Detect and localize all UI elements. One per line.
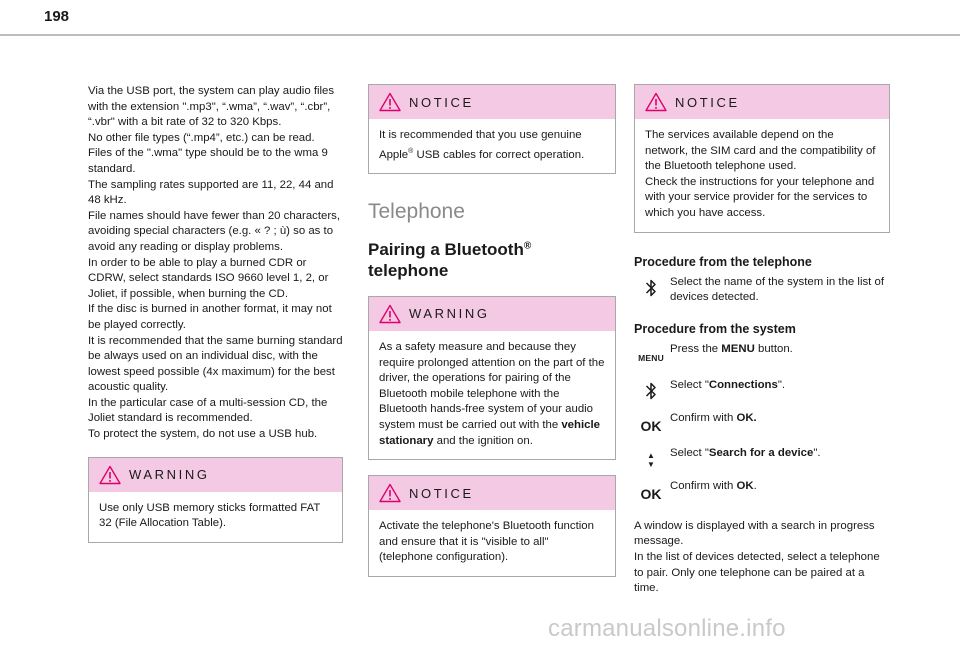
procedure-step — [634, 411, 890, 437]
paragraph: The services available depend on the network, the SIM card and the compatibility of the Bluetooth telephone used. — [645, 129, 876, 173]
subtitle-pairing — [368, 239, 616, 281]
paragraph: Files of the ".wma" type should be to the wma 9 standard. — [88, 147, 328, 175]
ok-label: OK — [640, 485, 662, 502]
notice-title: NOTICE — [409, 485, 474, 501]
registered-mark: ® — [523, 240, 532, 252]
warning-box-header — [89, 458, 342, 492]
step-text-part: Confirm with — [670, 479, 737, 492]
watermark: carmanualsonline.info — [548, 615, 786, 642]
column-1 — [88, 84, 343, 543]
step-text — [668, 378, 785, 394]
section-title-telephone: Telephone — [368, 199, 465, 223]
step-text: Select the name of the system in the list of devices detected. — [670, 275, 884, 304]
ok-button-icon — [634, 411, 668, 437]
notice-title: NOTICE — [409, 94, 474, 110]
step-text — [668, 411, 757, 427]
procedure-system-title: Procedure from the system — [634, 321, 796, 336]
usb-info-text — [88, 84, 343, 443]
subtitle-part: Pairing a Bluetooth — [368, 239, 524, 259]
bluetooth-icon — [634, 378, 668, 404]
paragraph: To protect the system, do not use a USB hub. — [88, 428, 318, 441]
procedure-step — [634, 378, 890, 404]
warning-triangle-icon — [379, 92, 401, 112]
warning-text-bold: vehicle stationary — [379, 418, 600, 447]
ok-button-icon — [634, 479, 668, 505]
notice-box-header — [369, 476, 615, 510]
up-down-arrows-icon — [634, 446, 668, 472]
notice-title: NOTICE — [675, 94, 740, 110]
warning-triangle-icon — [99, 465, 121, 485]
notice-text — [635, 119, 889, 232]
notice-box-header — [369, 85, 615, 119]
paragraph: It is recommended that the same burning standard be always used on an individual disc, with the lowest speed possible (4x maximum) for the best acoustic quality. — [88, 334, 343, 394]
paragraph: No other file types (“.mp4”, etc.) can be read. — [88, 131, 315, 144]
warning-text: Use only USB memory sticks formatted FAT 32 (File Allocation Table). — [99, 501, 321, 530]
warning-triangle-icon — [379, 483, 401, 503]
final-instructions — [634, 519, 890, 597]
warning-text — [369, 331, 615, 459]
header-rule — [0, 34, 960, 36]
step-text — [668, 446, 821, 462]
bluetooth-icon — [634, 275, 668, 301]
paragraph: In the list of devices detected, select a telephone to pair. Only one telephone can be paired at a time. — [634, 550, 880, 595]
step-text-part: Press the — [670, 342, 722, 355]
step-text-part: Select " — [670, 378, 709, 391]
step-text — [668, 342, 793, 358]
ok-label: OK — [640, 417, 662, 434]
warning-title: WARNING — [409, 306, 490, 322]
procedure-step — [634, 479, 890, 505]
step-text-bold: Search for a device — [708, 446, 814, 459]
warning-box-header — [369, 297, 615, 331]
arrow-down-icon: ▼ — [647, 459, 655, 469]
menu-label: MENU — [638, 353, 664, 364]
procedure-step — [634, 342, 890, 368]
step-text-part: button. — [754, 342, 793, 355]
menu-button-icon — [634, 342, 668, 368]
paragraph: In order to be able to play a burned CDR or CDRW, select standards ISO 9660 level 1, 2, or Joliet, if possible, when burning the CD. — [88, 256, 329, 300]
arrows-glyph — [647, 451, 655, 469]
step-text-bold: MENU — [721, 342, 755, 355]
paragraph: A window is displayed with a search in progress message. — [634, 519, 875, 548]
paragraph: The sampling rates supported are 11, 22, 44 and 48 kHz. — [88, 178, 334, 207]
warning-text-part: As a safety measure and because they require prolonged attention on the part of the driver, the operations for pairing of the Bluetooth mobile telephone with the Bluetooth hands-free system of your audio system must be carried out with the — [379, 340, 605, 431]
step-text-part: . — [753, 479, 757, 492]
procedure-phone-title: Procedure from the telephone — [634, 254, 812, 269]
paragraph: Check the instructions for your telephone and with your service provider for the services to which you have access. — [645, 175, 875, 219]
notice-box-header — [635, 85, 889, 119]
notice-text — [369, 119, 615, 173]
step-text-part: ". — [777, 378, 786, 391]
notice-box-bluetooth — [368, 475, 616, 577]
step-text-part: Select " — [670, 446, 709, 459]
step-text-bold: OK — [736, 479, 754, 492]
column-3 — [634, 84, 890, 597]
step-text-part: Confirm with — [670, 411, 737, 424]
step-text-bold: Connections — [708, 378, 778, 391]
procedure-step — [634, 446, 890, 472]
paragraph: File names should have fewer than 20 characters, avoiding special characters (e.g. « ? ; ù) so as to avoid any reading or display problems. — [88, 209, 340, 253]
column-2 — [368, 84, 616, 577]
warning-text-part: and the ignition on. — [433, 434, 533, 447]
step-text-part: ". — [813, 446, 821, 459]
procedure-step — [634, 275, 890, 306]
notice-text-part: USB cables for correct operation. — [413, 148, 585, 161]
warning-box-usb — [88, 457, 343, 543]
paragraph: If the disc is burned in another format, it may not be played correctly. — [88, 303, 332, 331]
registered-mark: ® — [408, 147, 414, 155]
notice-box-apple — [368, 84, 616, 174]
paragraph: Via the USB port, the system can play audio files with the extension ".mp3", “.wma”, “.wav”, “.cbr”, “.vbr" with a bit rate of 32 to 320 Kbps. — [88, 85, 335, 129]
step-text — [668, 479, 757, 495]
paragraph: In the particular case of a multi-session CD, the Joliet standard is recommended. — [88, 396, 328, 425]
notice-box-services — [634, 84, 890, 233]
step-text-bold: OK. — [736, 411, 757, 424]
notice-text-part: It is recommended that you use genuine Apple — [379, 129, 582, 161]
notice-text: Activate the telephone's Bluetooth function and ensure that it is "visible to all" (telephone configuration). — [379, 520, 594, 564]
warning-title: WARNING — [129, 467, 210, 483]
warning-triangle-icon — [645, 92, 667, 112]
arrow-up-icon: ▲ — [647, 450, 655, 460]
subtitle-part: telephone — [368, 260, 449, 280]
warning-box-pairing — [368, 296, 616, 460]
page-number: 198 — [44, 8, 70, 25]
warning-triangle-icon — [379, 304, 401, 324]
